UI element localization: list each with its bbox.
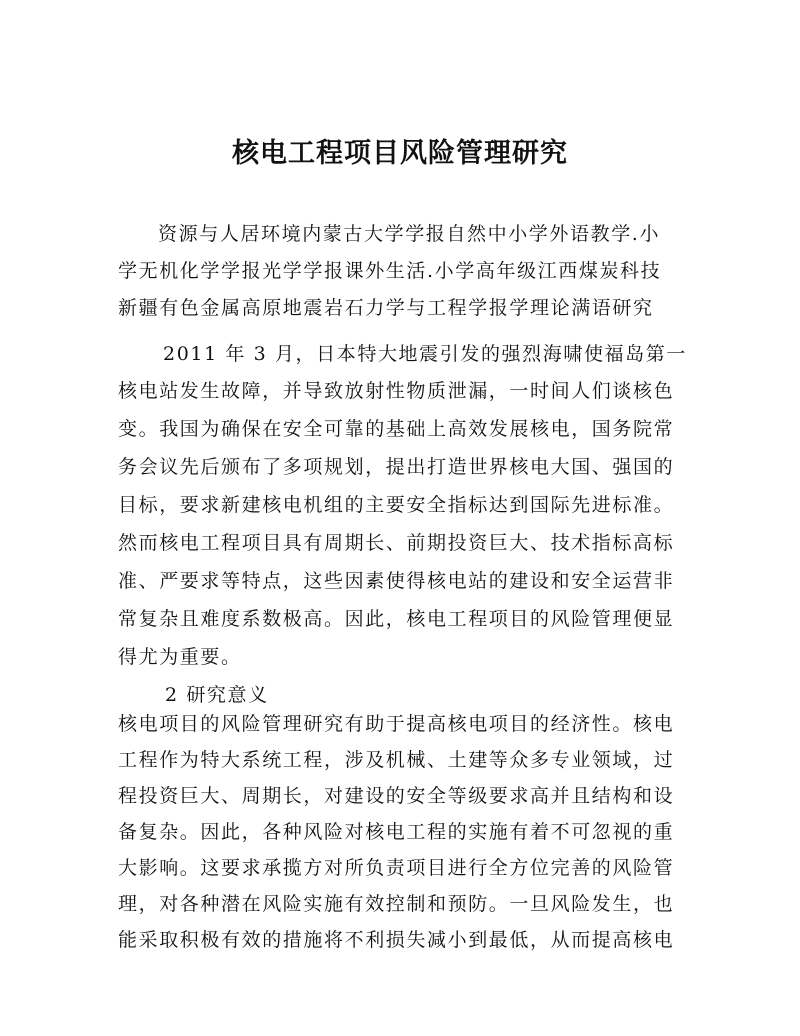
body-line: 得尤为重要。 — [118, 646, 242, 668]
body-line: 务会议先后颁布了多项规划，提出打造世界核电大国、强国的 — [118, 456, 675, 478]
body-line: 程投资巨大、周期长，对建设的安全等级要求高并且结构和设 — [118, 785, 675, 807]
body-line: 然而核电工程项目具有周期长、前期投资巨大、技术指标高标 — [118, 532, 675, 554]
body-line: 核电项目的风险管理研究有助于提高核电项目的经济性。核电 — [118, 713, 675, 735]
body-line: 变。我国为确保在安全可靠的基础上高效发展核电，国务院常 — [118, 418, 675, 440]
body-line: 资源与人居环境内蒙古大学学报自然中小学外语教学.小 — [158, 223, 661, 245]
body-line: 目标，要求新建核电机组的主要安全指标达到国际先进标准。 — [118, 494, 675, 516]
body-line: 学无机化学学报光学学报课外生活.小学高年级江西煤炭科技 — [118, 260, 662, 282]
body-line: 能采取积极有效的措施将不利损失减小到最低，从而提高核电 — [118, 929, 675, 951]
document-title: 核电工程项目风险管理研究 — [232, 138, 568, 169]
body-line: 备复杂。因此，各种风险对核电工程的实施有着不可忽视的重 — [118, 821, 675, 843]
body-line: 核电站发生故障，并导致放射性物质泄漏，一时间人们谈核色 — [118, 380, 675, 402]
body-line: 工程作为特大系统工程，涉及机械、土建等众多专业领域，过 — [118, 749, 675, 771]
body-line: 理，对各种潜在风险实施有效控制和预防。一旦风险发生，也 — [118, 893, 675, 915]
section-heading: 2 研究意义 — [165, 684, 269, 706]
body-line: 常复杂且难度系数极高。因此，核电工程项目的风险管理便显 — [118, 608, 675, 630]
body-line: 大影响。这要求承揽方对所负责项目进行全方位完善的风险管 — [118, 857, 675, 879]
body-line: 准、严要求等特点，这些因素使得核电站的建设和安全运营非 — [118, 570, 675, 592]
body-line: 新疆有色金属高原地震岩石力学与工程学报学理论满语研究 — [118, 297, 654, 319]
body-line: 2011 年 3 月，日本特大地震引发的强烈海啸使福岛第一 — [163, 343, 687, 365]
